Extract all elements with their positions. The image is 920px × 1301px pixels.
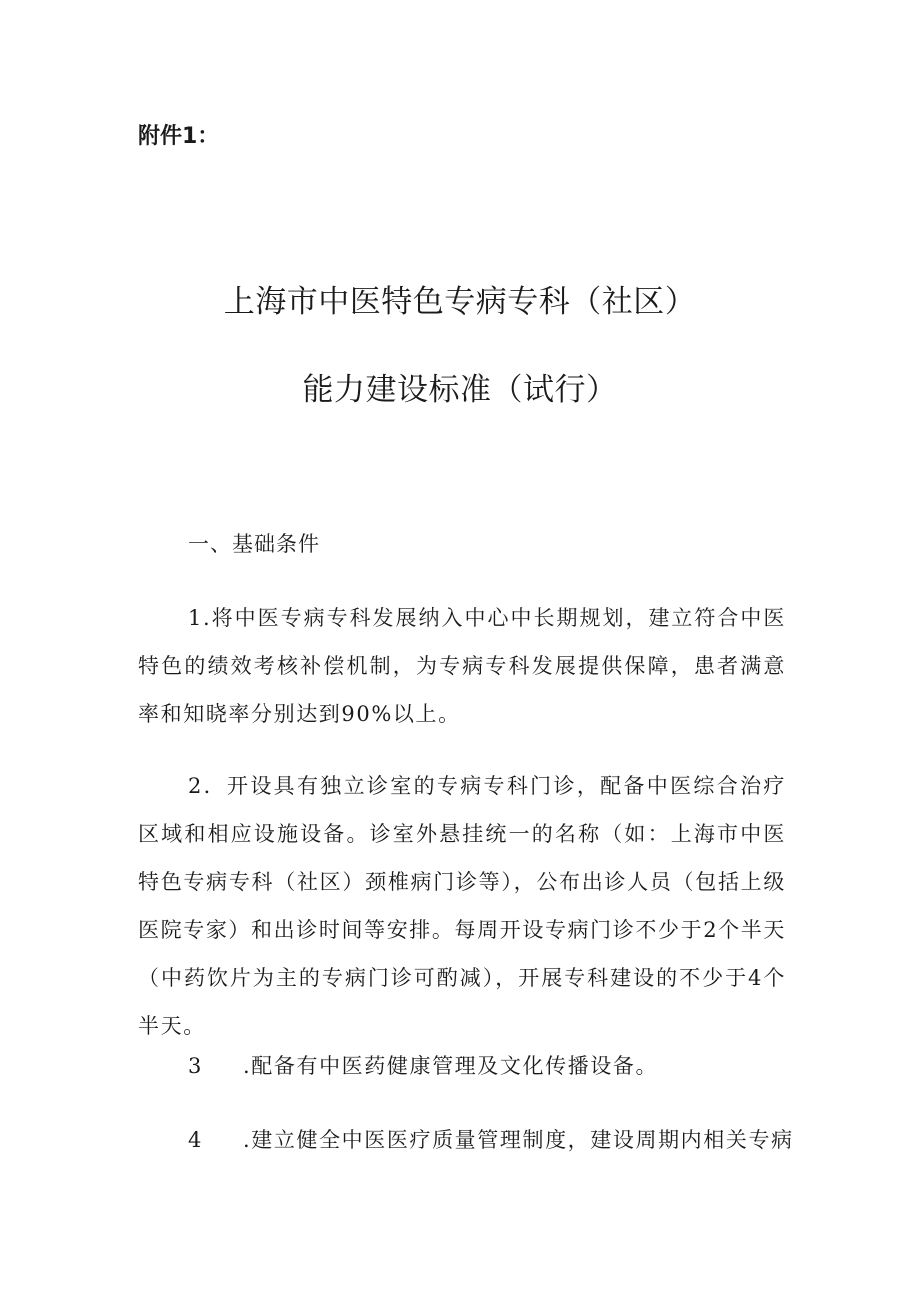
paragraph-item-1: 1.将中医专病专科发展纳入中心中长期规划，建立符合中医特色的绩效考核补偿机制，为专病专科发展提供保障，患者满意率和知晓率分别达到90%以上。 [138, 606, 786, 726]
paragraph-item-4 [188, 1126, 794, 1154]
item-4-text: .建立健全中医医疗质量管理制度，建设周期内相关专病 [243, 1128, 794, 1152]
item-3-number: 3 [188, 1054, 203, 1078]
attachment-label: 附件1： [138, 124, 220, 149]
document-title-line-1: 上海市中医特色专病专科（社区） [223, 284, 697, 320]
paragraph-item-3 [188, 1052, 658, 1080]
item-3-text: .配备有中医药健康管理及文化传播设备。 [243, 1054, 659, 1078]
item-4-number: 4 [188, 1128, 203, 1152]
document-title-line-2: 能力建设标准（试行） [302, 372, 618, 408]
paragraph-item-2: 2．开设具有独立诊室的专病专科门诊，配备中医综合治疗区域和相应设施设备。诊室外悬挂统一的名称（如：上海市中医特色专病专科（社区）颈椎病门诊等），公布出诊人员（包括上级医院专家）和出诊时间等安排。每周开设专病门诊不少于2个半天（中药饮片为主的专病门诊可酌减），开展专科建设的不少于4个半天。 [138, 774, 786, 1038]
section-heading: 一、基础条件 [188, 532, 320, 556]
